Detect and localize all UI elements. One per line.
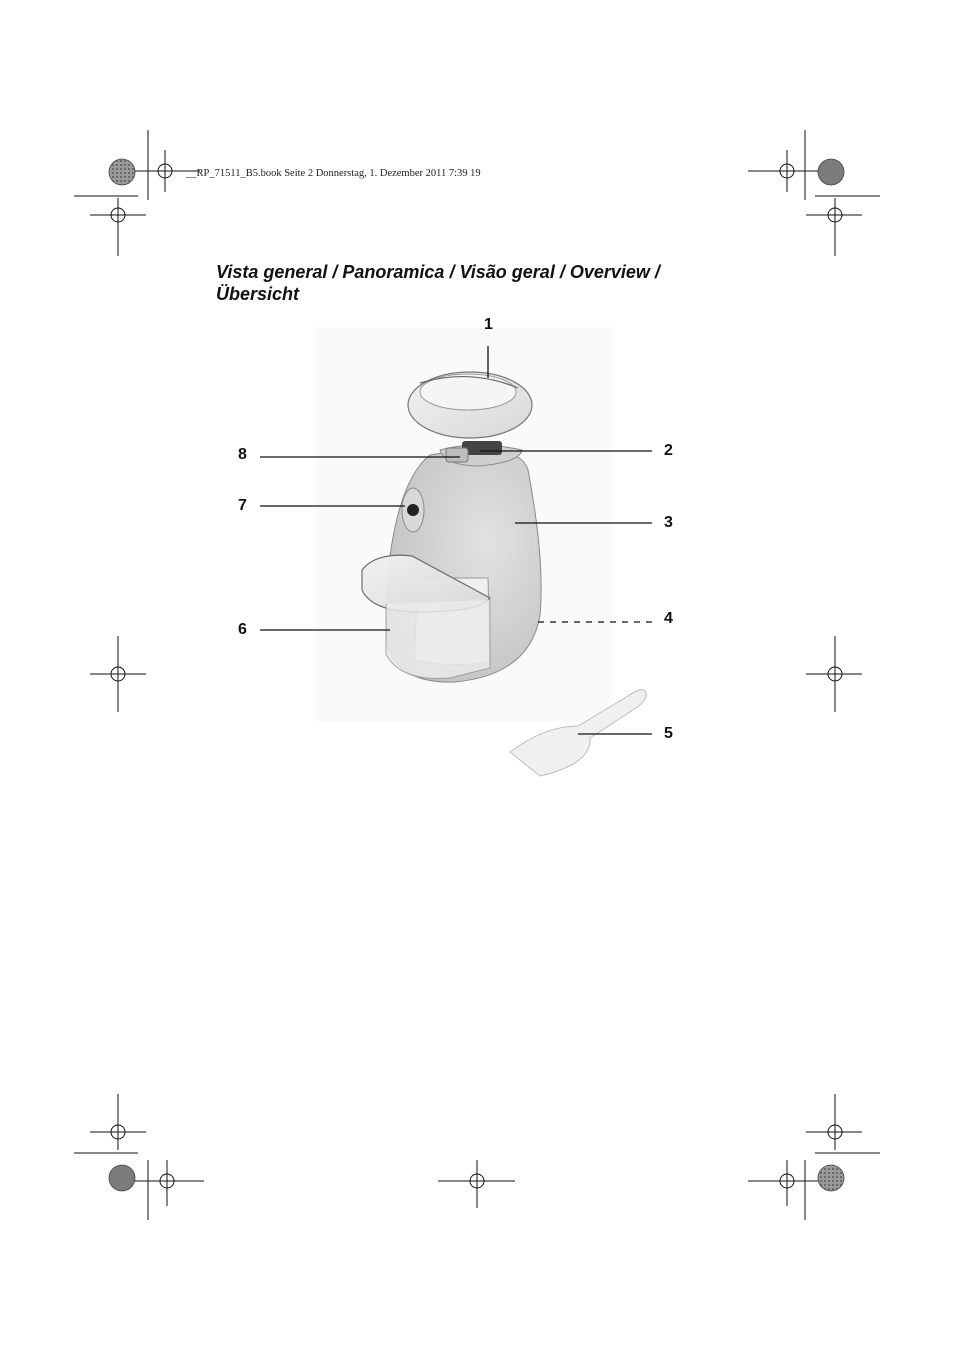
callout-label-7: 7 xyxy=(238,497,247,514)
callout-label-6: 6 xyxy=(238,621,247,638)
page-title-line-1: Vista general / Panoramica / Visão geral / Overview / xyxy=(216,262,660,282)
callout-label-5: 5 xyxy=(664,725,673,742)
callout-label-2: 2 xyxy=(664,442,673,459)
callout-label-8: 8 xyxy=(238,446,247,463)
callout-label-3: 3 xyxy=(664,514,673,531)
callout-label-1: 1 xyxy=(484,316,493,333)
callout-label-4: 4 xyxy=(664,610,673,627)
page-title-line-2: Übersicht xyxy=(216,284,300,304)
lid-illustration xyxy=(408,372,532,438)
print-header: __RP_71511_B5.book Seite 2 Donnerstag, 1. Dezember 2011 7:39 19 xyxy=(186,168,481,179)
